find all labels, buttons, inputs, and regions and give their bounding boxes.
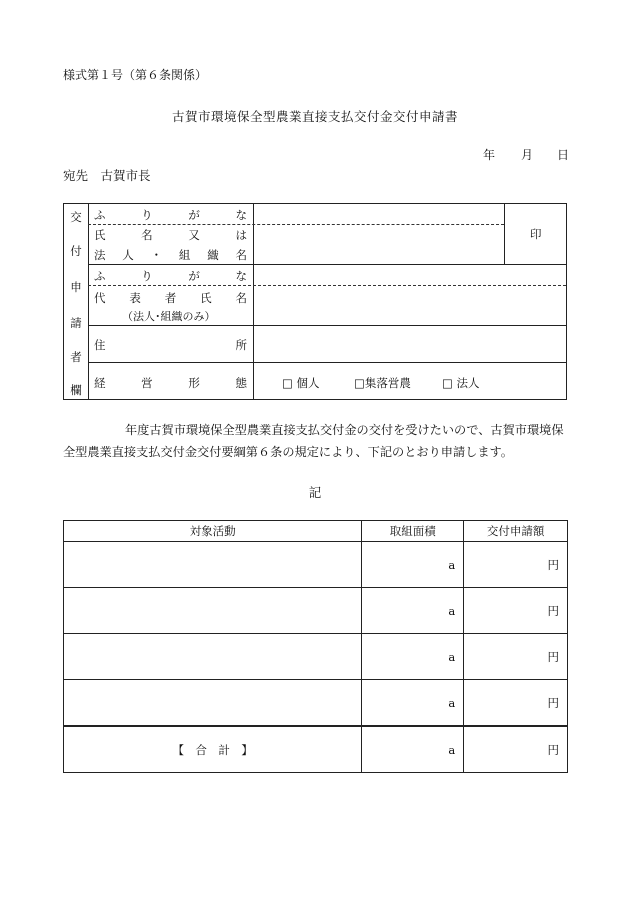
table-row: [64, 542, 568, 588]
total-amount-cell[interactable]: 円: [464, 726, 568, 773]
amount-cell[interactable]: 円: [464, 634, 568, 680]
activity-cell[interactable]: [64, 680, 362, 727]
header-activity: 対象活動: [64, 521, 362, 542]
management-type-label: 経 営 形 態: [94, 376, 247, 390]
furigana-label: ふ り が な: [94, 208, 247, 222]
addressee: 宛先 古賀市長: [63, 168, 151, 183]
applicant-table: [63, 203, 567, 400]
area-cell[interactable]: a: [362, 634, 464, 680]
activity-cell[interactable]: [64, 588, 362, 634]
activity-cell[interactable]: [64, 542, 362, 588]
table-row: [64, 634, 568, 680]
seal-label: 印: [530, 227, 542, 241]
table-header-row: [64, 521, 568, 542]
side-label-char: 交: [70, 210, 82, 224]
header-amount: 交付申請額: [464, 521, 568, 542]
name-label-line1: 氏 名 又 は: [94, 228, 247, 242]
representative-label: 代 表 者 氏 名: [94, 291, 247, 305]
address-label: 住 所: [94, 338, 247, 352]
ki-heading: 記: [308, 485, 322, 500]
header-area: 取組面積: [362, 521, 464, 542]
amount-cell[interactable]: 円: [464, 542, 568, 588]
date-month-label: 月: [521, 148, 534, 162]
table-row: [64, 680, 568, 727]
application-statement: [63, 419, 567, 463]
side-label-char: 者: [70, 350, 82, 364]
area-cell[interactable]: a: [362, 588, 464, 634]
total-row: [64, 726, 568, 773]
representative-note: （法人･組織のみ）: [122, 310, 216, 323]
area-cell[interactable]: a: [362, 542, 464, 588]
option-corporation-checkbox[interactable]: □ 法人: [442, 376, 480, 390]
amount-cell[interactable]: 円: [464, 680, 568, 727]
side-label-char: 付: [70, 244, 82, 258]
table-row: [64, 588, 568, 634]
activity-table: [63, 520, 568, 773]
page-title: 古賀市環境保全型農業直接支払交付金交付申請書: [171, 109, 458, 124]
side-label-char: 申: [70, 280, 82, 294]
side-label-char: 欄: [70, 383, 82, 397]
activity-cell[interactable]: [64, 634, 362, 680]
form-number: 様式第１号（第６条関係）: [63, 68, 208, 82]
amount-cell[interactable]: 円: [464, 588, 568, 634]
date-year-label: 年: [483, 148, 496, 162]
statement-line-1: 年度古賀市環境保全型農業直接支払交付金の交付を受けたいので、古賀市環境保: [125, 423, 564, 437]
total-area-cell[interactable]: a: [362, 726, 464, 773]
option-community-farming-checkbox[interactable]: □集落営農: [354, 376, 411, 390]
side-label-char: 請: [70, 316, 82, 330]
total-label: 【 合 計 】: [64, 726, 362, 773]
statement-line-2: 全型農業直接支払交付金交付要綱第６条の規定により、下記のとおり申請します。: [63, 445, 513, 459]
furigana-label-representative: ふ り が な: [94, 269, 247, 283]
option-individual-checkbox[interactable]: □ 個人: [282, 376, 320, 390]
name-label-line2: 法 人 ・ 組 織 名: [94, 248, 247, 262]
date-day-label: 日: [557, 148, 570, 162]
area-cell[interactable]: a: [362, 680, 464, 727]
